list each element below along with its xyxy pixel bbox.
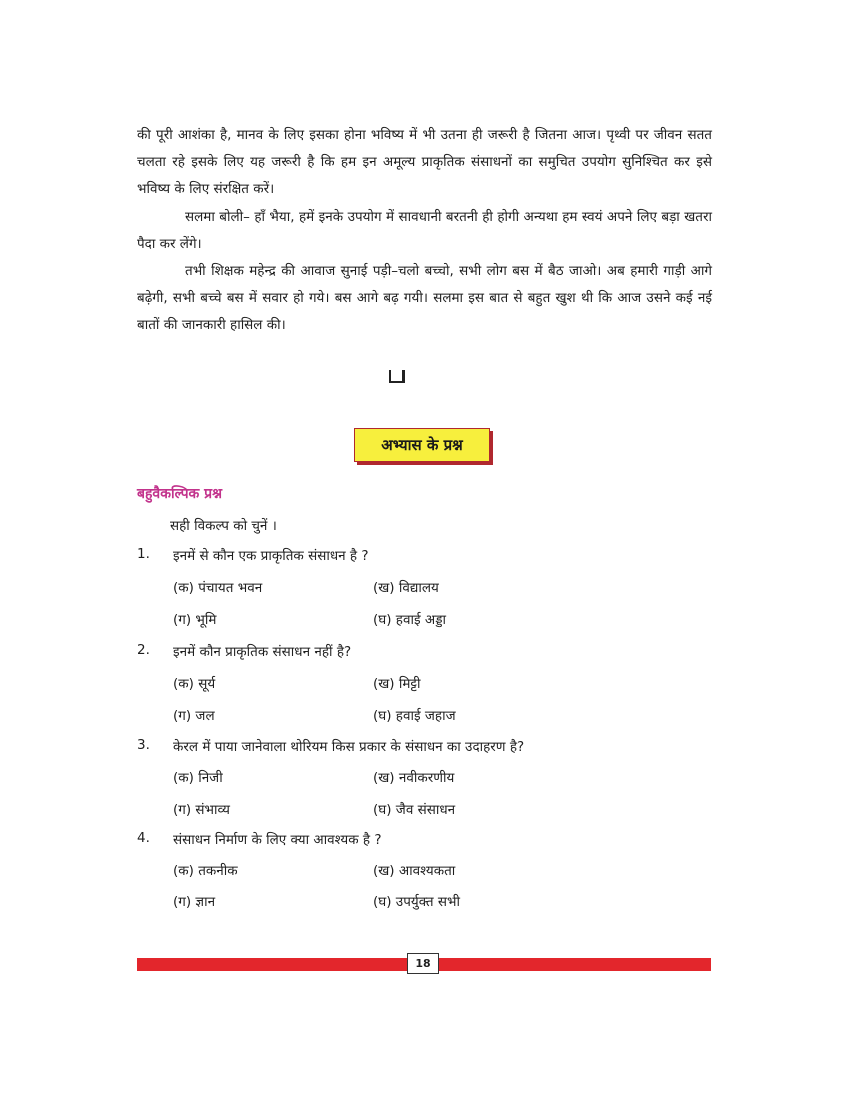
option-ka: (क) पंचायत भवन (173, 580, 263, 596)
question-text: केरल में पाया जानेवाला थोरियम किस प्रकार के संसाधन का उदाहरण है? (173, 739, 525, 755)
option-kha: (ख) नवीकरणीय (373, 770, 455, 786)
exercise-title: अभ्यास के प्रश्न (354, 428, 490, 462)
question-number: 4. (137, 830, 150, 846)
option-kha: (ख) विद्यालय (373, 580, 439, 596)
option-kha: (ख) मिट्टी (373, 676, 421, 692)
instruction: सही विकल्प को चुनें । (170, 518, 277, 534)
end-of-section-mark (389, 370, 405, 383)
paragraph-3: तभी शिक्षक महेन्द्र की आवाज सुनाई पड़ी–चलो बच्चो, सभी लोग बस में बैठ जाओ। अब हमारी गाड़ी आगे बढ़ेगी, सभी बच्चे बस में सवार हो गये। बस आगे बढ़ गयी। सलमा इस बात से बहुत खुश थी कि आज उसने कई नई बातों की जानकारी हासिल की। (137, 263, 712, 333)
option-ka: (क) तकनीक (173, 863, 238, 879)
option-gha: (घ) उपर्युक्त सभी (373, 894, 461, 910)
page-number: 18 (407, 953, 439, 974)
question-number: 2. (137, 642, 150, 658)
option-ga: (ग) भूमि (173, 612, 217, 628)
option-ga: (ग) ज्ञान (173, 894, 216, 910)
paragraph-1: की पूरी आशंका है, मानव के लिए इसका होना भविष्य में भी उतना ही जरूरी है जितना आज। पृथ्वी पर जीवन सतत चलता रहे इसके लिए यह जरूरी है कि हम इन अमूल्य प्राकृतिक संसाधनों का समुचित उपयोग सुनिश्चित कर इसे भविष्य के लिए संरक्षित करें। (137, 127, 712, 197)
option-ga: (ग) संभाव्य (173, 802, 230, 818)
option-gha: (घ) जैव संसाधन (373, 802, 456, 818)
question-text: संसाधन निर्माण के लिए क्या आवश्यक है ? (173, 832, 382, 848)
question-text: इनमें कौन प्राकृतिक संसाधन नहीं है? (173, 644, 352, 660)
question-text: इनमें से कौन एक प्राकृतिक संसाधन है ? (173, 548, 369, 564)
option-ka: (क) सूर्य (173, 676, 216, 692)
option-ga: (ग) जल (173, 708, 215, 724)
question-number: 3. (137, 737, 150, 753)
question-number: 1. (137, 546, 150, 562)
section-heading: बहुवैकल्पिक प्रश्न (137, 486, 223, 502)
paragraph-2: सलमा बोली– हाँ भैया, हमें इनके उपयोग में सावधानी बरतनी ही होगी अन्यथा हम स्वयं अपने लिए बड़ा खतरा पैदा कर लेंगे। (137, 209, 712, 252)
option-gha: (घ) हवाई जहाज (373, 708, 456, 724)
option-gha: (घ) हवाई अड्डा (373, 612, 447, 628)
option-ka: (क) निजी (173, 770, 223, 786)
option-kha: (ख) आवश्यकता (373, 863, 456, 879)
